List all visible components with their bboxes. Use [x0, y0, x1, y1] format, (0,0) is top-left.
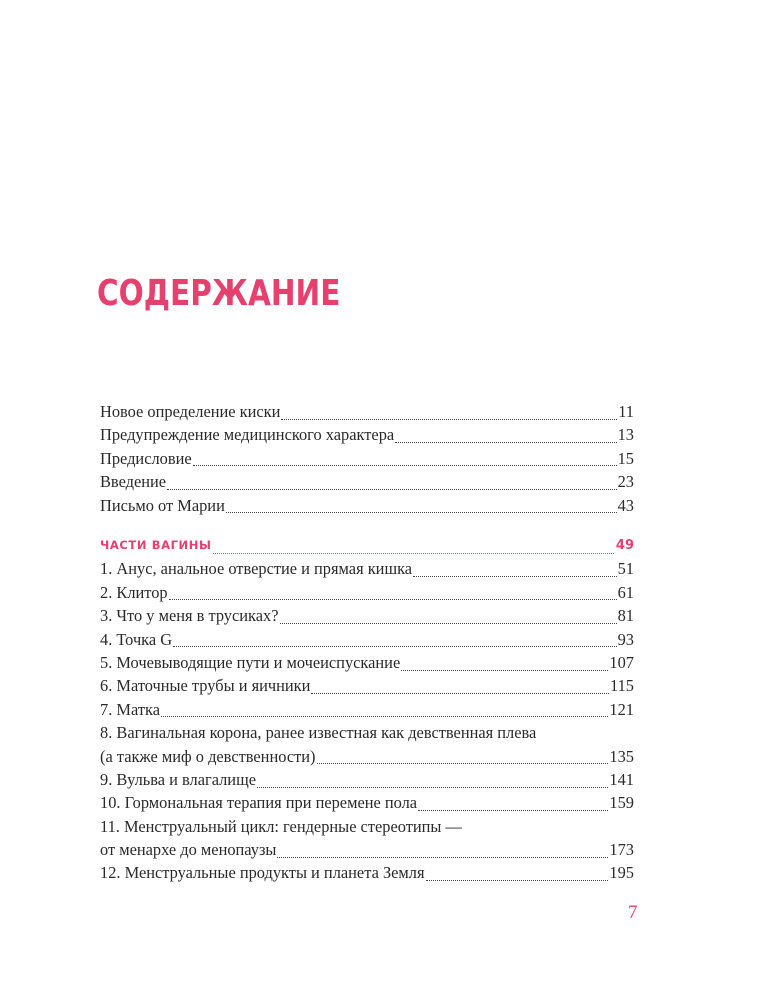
toc-entry[interactable]	[100, 838, 634, 861]
toc-entry-label: 9. Вульва и влагалище	[100, 769, 256, 789]
dot-leader	[317, 753, 609, 765]
dot-leader	[311, 683, 609, 695]
toc-entry-page: 141	[609, 769, 634, 789]
toc-entry-label: 2. Клитор	[100, 582, 168, 602]
toc-entry[interactable]	[100, 628, 634, 651]
front-matter-list	[100, 400, 634, 517]
toc-entry-page: 11	[618, 402, 634, 421]
dot-leader	[173, 636, 617, 648]
dot-leader	[226, 502, 617, 514]
toc-entry-page: 93	[617, 629, 634, 649]
toc-entry[interactable]	[100, 861, 634, 884]
toc-entry-page: 195	[609, 863, 634, 883]
section-heading-page: 49	[615, 538, 634, 553]
dot-leader	[193, 455, 617, 467]
toc-entry-first-line[interactable]	[100, 721, 634, 744]
toc-entry-page: 81	[617, 606, 634, 626]
toc-entry[interactable]	[100, 557, 634, 580]
page-number: 7	[628, 902, 638, 923]
toc-entry-label-continued: от менархе до менопаузы	[100, 840, 277, 860]
toc-entry[interactable]	[100, 581, 634, 604]
toc-entry[interactable]	[100, 768, 634, 791]
toc-entry-label: Введение	[100, 472, 167, 492]
toc-entry-page: 107	[609, 652, 634, 672]
section-heading[interactable]	[100, 534, 634, 557]
dot-leader	[401, 660, 608, 672]
toc-entry-page: 135	[609, 746, 634, 766]
dot-leader	[395, 432, 616, 444]
section-heading-label: ЧАСТИ ВАГИНЫ	[100, 538, 212, 552]
toc-entry[interactable]	[100, 604, 634, 627]
toc-entry-label: 6. Маточные трубы и яичники	[100, 676, 311, 696]
toc-entry[interactable]	[100, 698, 634, 721]
toc-entry[interactable]	[100, 745, 634, 768]
toc-entry[interactable]	[100, 423, 634, 446]
toc-entry-label: 10. Гормональная терапия при перемене пола	[100, 793, 418, 813]
page-title: СОДЕРЖАНИЕ	[97, 273, 341, 314]
toc-entry-label: 12. Менструальные продукты и планета Земля	[100, 863, 425, 883]
toc-entry[interactable]	[100, 651, 634, 674]
toc-entry-page: 173	[609, 840, 634, 860]
toc-entry-label: Предупреждение медицинского характера	[100, 425, 395, 445]
toc-entry-label: Письмо от Марии	[100, 495, 225, 515]
toc-entry-page: 159	[609, 793, 634, 813]
dot-leader	[281, 409, 617, 421]
toc-entry-page: 115	[610, 676, 634, 696]
toc-entry-label: Новое определение киски	[100, 402, 281, 421]
toc-entry-page: 15	[617, 448, 634, 468]
toc-entry-label: 1. Анус, анальное отверстие и прямая кишка	[100, 559, 413, 579]
toc-entry[interactable]	[100, 674, 634, 697]
dot-leader	[169, 589, 617, 601]
toc-entry[interactable]	[100, 447, 634, 470]
toc-entry-page: 13	[617, 425, 634, 445]
dot-leader	[280, 613, 617, 625]
toc-entry[interactable]	[100, 791, 634, 814]
toc-entry-label: 4. Точка G	[100, 629, 173, 649]
toc-entry[interactable]	[100, 494, 634, 517]
toc-entry[interactable]	[100, 470, 634, 493]
dot-leader	[161, 706, 608, 718]
dot-leader	[418, 800, 608, 812]
toc-entry-label: 7. Матка	[100, 699, 160, 719]
toc-entry-label-continued: (а также миф о девственности)	[100, 746, 316, 766]
toc-entry-page: 23	[617, 472, 634, 492]
toc-entry[interactable]	[100, 400, 634, 423]
toc-entry-label: 11. Менструальный цикл: гендерные стереотипы —	[100, 816, 462, 836]
dot-leader	[413, 566, 617, 578]
toc-entry-page: 43	[617, 495, 634, 515]
section-list	[100, 534, 634, 885]
toc-entry-page: 121	[609, 699, 634, 719]
toc-entry-label: 8. Вагинальная корона, ранее известная как девственная плева	[100, 723, 537, 743]
toc-entry-label: Предисловие	[100, 448, 192, 468]
dot-leader	[213, 543, 613, 555]
dot-leader	[167, 479, 617, 491]
toc-entry-label: 5. Мочевыводящие пути и мочеиспускание	[100, 652, 401, 672]
toc-entry-label: 3. Что у меня в трусиках?	[100, 606, 279, 626]
toc-entry-page: 61	[617, 582, 634, 602]
dot-leader	[426, 870, 609, 882]
toc-entry-page: 51	[617, 559, 634, 579]
dot-leader	[277, 847, 608, 859]
toc-entry-first-line[interactable]	[100, 815, 634, 838]
dot-leader	[257, 777, 608, 789]
